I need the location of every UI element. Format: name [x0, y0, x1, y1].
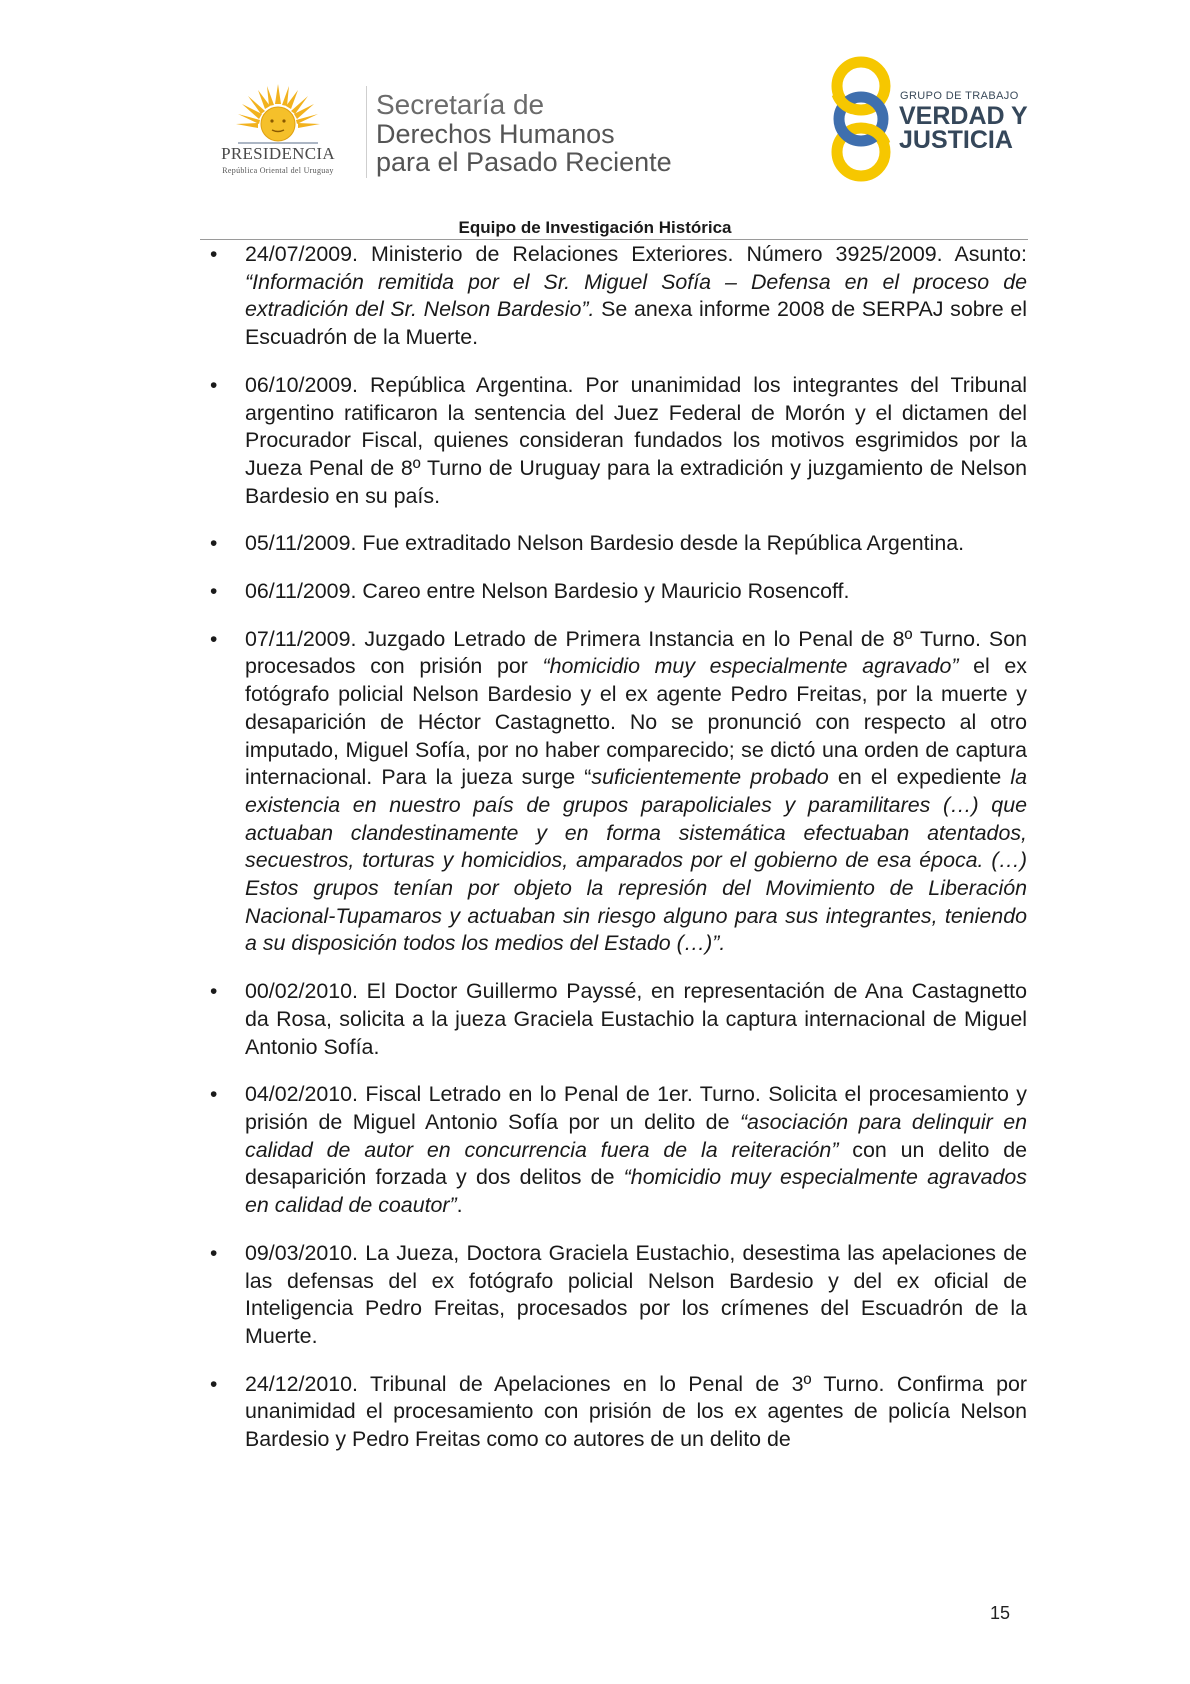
page-header — [0, 0, 1190, 230]
bullet-icon: • — [210, 627, 218, 651]
list-item — [205, 1371, 1027, 1454]
vj-subtitle: GRUPO DE TRABAJO — [900, 90, 1019, 102]
italic-quote: “homicidio muy especialmente agravado” — [542, 654, 959, 679]
list-item — [205, 1081, 1027, 1220]
list-item-text — [245, 626, 1027, 958]
secretaria-logotype — [376, 90, 716, 176]
list-item-text — [245, 372, 1027, 511]
presidencia-logo — [196, 82, 360, 178]
header-rule — [200, 239, 1028, 240]
verdad-justicia-logo — [823, 56, 1033, 184]
list-item — [205, 241, 1027, 352]
secretaria-line-1: Secretaría de — [376, 89, 545, 120]
vj-title-line-1: VERDAD Y — [899, 102, 1028, 130]
text-run: 04/02/2010. Fiscal Letrado en lo Penal de 1er. Turno. Solicita el procesamiento y prisión de Miguel Antonio Sofía por un delito de — [245, 1082, 1027, 1134]
text-run: 06/11/2009. Careo entre Nelson Bardesio y Mauricio Rosencoff. — [245, 579, 850, 604]
text-run: el ex fotógrafo policial Nelson Bardesio y el ex agente Pedro Freitas, por la muerte y desaparición de Héctor Castagnetto. No se pronunció con respecto al otro imputado, Miguel Sofía, por no haber comparecido; se dictó una orden de captura internacional. Para la jueza surge “ — [245, 654, 1027, 790]
text-run: 00/02/2010. El Doctor Guillermo Payssé, en representación de Ana Castagnetto da Rosa, solicita a la jueza Graciela Eustachio la captura internacional de Miguel Antonio Sofía. — [245, 979, 1027, 1059]
list-item-text — [245, 578, 1027, 606]
list-item-text — [245, 1371, 1027, 1454]
list-item — [205, 626, 1027, 958]
italic-quote: la existencia en nuestro país de grupos parapoliciales y paramilitares (…) que actuaban clandestinamente y en forma sistemática efectuaban atentados, secuestros, torturas y homicidios, amparados por el gobierno de esa época. (…) Estos grupos tenían por objeto la represión del Movimiento de Liberación Nacional-Tupamaros y actuaban sin riesgo alguno para sus integrantes, teniendo a su disposición todos los medios del Estado (…)”. — [245, 765, 1027, 956]
text-run: 24/07/2009. Ministerio de Relaciones Exteriores. Número 3925/2009. Asunto: — [245, 242, 1027, 266]
bullet-icon: • — [210, 532, 218, 556]
text-run: 09/03/2010. La Jueza, Doctora Graciela Eustachio, desestima las apelaciones de las defensas del ex fotógrafo policial Nelson Bardesio y del ex oficial de Inteligencia Pedro Freitas, procesados por los crímenes del Escuadrón de la Muerte. — [245, 1240, 1027, 1348]
list-item — [205, 578, 1027, 606]
bullet-icon: • — [210, 373, 218, 397]
text-run: 24/12/2010. Tribunal de Apelaciones en lo Penal de 3º Turno. Confirma por unanimidad el procesamiento con prisión de los ex agentes de policía Nelson Bardesio y Pedro Freitas como co autores de un delito de — [245, 1371, 1027, 1452]
text-run: con un delito de desaparición forzada y dos delitos de — [245, 1137, 1027, 1190]
secretaria-line-3: para el Pasado Reciente — [376, 147, 672, 177]
text-run: 07/11/2009. Juzgado Letrado de Primera Instancia en lo Penal de 8º Turno. Son procesados con prisión por — [245, 626, 1027, 679]
italic-quote: “Información remitida por el Sr. Miguel Sofía – Defensa en el proceso de extradición del Sr. Nelson Bardesio”. — [245, 269, 1027, 322]
bullet-icon: • — [210, 1241, 218, 1265]
bullet-icon: • — [210, 1083, 218, 1107]
bullet-icon: • — [210, 580, 218, 604]
list-item-text — [245, 1240, 1027, 1351]
page-number: 15 — [990, 1603, 1011, 1623]
text-run: Se anexa informe 2008 de SERPAJ sobre el Escuadrón de la Muerte. — [245, 297, 1027, 350]
vj-title-line-2: JUSTICIA — [899, 126, 1013, 154]
list-item — [205, 372, 1027, 511]
italic-quote: suficientemente probado — [591, 765, 829, 790]
list-item-text — [245, 530, 1027, 558]
presidencia-name: PRESIDENCIA — [221, 144, 335, 163]
header-divider — [366, 86, 367, 178]
text-run: en el expediente — [828, 765, 1011, 790]
text-run: 05/11/2009. Fue extraditado Nelson Bardesio desde la República Argentina. — [245, 531, 965, 556]
sun-emblem-icon — [234, 82, 322, 144]
section-title: Equipo de Investigación Histórica — [458, 218, 732, 237]
bullet-icon: • — [210, 243, 218, 266]
list-item-text — [245, 978, 1027, 1061]
list-item — [205, 978, 1027, 1061]
text-run: 06/10/2009. República Argentina. Por unanimidad los integrantes del Tribunal argentino ratificaron la sentencia del Juez Federal de Morón y el dictamen del Procurador Fiscal, quienes consideran fundados los motivos esgrimidos por la Jueza Penal de 8º Turno de Uruguay para la extradición y juzgamiento de Nelson Bardesio en su país. — [245, 372, 1027, 508]
chronology-list — [205, 241, 1027, 1474]
interlocked-rings-icon — [823, 56, 899, 182]
italic-quote: “asociación para delinquir en calidad de autor en concurrencia fuera de la reiteración” — [245, 1109, 1027, 1162]
list-item-text — [245, 1081, 1027, 1220]
bullet-icon: • — [210, 980, 218, 1004]
italic-quote: “homicidio muy especialmente agravados en calidad de coautor” — [245, 1165, 1027, 1218]
text-run: . — [456, 1193, 463, 1218]
presidencia-subtitle: República Oriental del Uruguay — [222, 166, 334, 175]
list-item — [205, 1240, 1027, 1351]
list-item-text — [245, 241, 1027, 352]
secretaria-line-2: Derechos Humanos — [376, 119, 615, 149]
bullet-icon: • — [210, 1372, 218, 1396]
list-item — [205, 530, 1027, 558]
